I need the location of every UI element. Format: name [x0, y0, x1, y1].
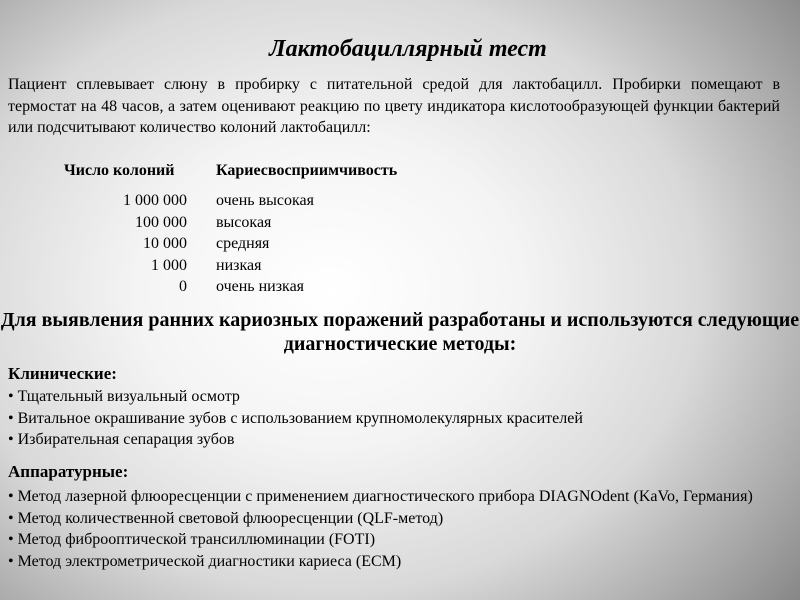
susceptibility-level: очень низкая	[216, 278, 305, 295]
colony-count: 10 000	[143, 235, 187, 252]
list-item: • Тщательный визуальный осмотр	[8, 386, 778, 408]
slide-title: Лактобациллярный тест	[269, 36, 547, 62]
table-row	[0, 257, 800, 279]
table-row	[0, 235, 800, 257]
colony-count: 1 000 000	[123, 192, 187, 209]
susceptibility-level: очень высокая	[216, 192, 314, 209]
table-row	[0, 214, 800, 236]
colony-count: 100 000	[135, 213, 187, 231]
table-row	[0, 192, 800, 214]
list-item: • Метод электрометрической диагностики кариеса (ECM)	[8, 551, 778, 573]
list-item: • Метод количественной световой флюоресценции (QLF-метод)	[8, 508, 778, 530]
hardware-section-title: Аппаратурные:	[8, 462, 129, 481]
list-item: • Метод фиброоптической трансиллюминации (FOTI)	[8, 529, 778, 551]
list-item: • Метод лазерной флюоресценции с применением диагностического прибора DIAGNOdent (KaVo, Германия)	[8, 486, 778, 508]
colony-count: 0	[179, 278, 187, 295]
susceptibility-level: высокая	[216, 213, 272, 231]
list-item: • Витальное окрашивание зубов с использованием крупномолекулярных красителей	[8, 408, 778, 430]
table-row	[0, 278, 800, 300]
column-header-susceptibility: Кариесвосприимчивость	[216, 162, 398, 179]
intro-paragraph: Пациент сплевывает слюну в пробирку с питательной средой для лактобацилл. Пробирки помещают в термостат на 48 часов, а затем оценивают реакцию по цвету индикатора кислотообразующей функции бактерий или подсчитывают количество колоний лактобацилл:	[8, 76, 780, 136]
susceptibility-level: низкая	[216, 256, 262, 274]
colony-count: 1 000	[151, 256, 187, 274]
clinical-section-title: Клинические:	[8, 364, 117, 383]
methods-heading: Для выявления ранних кариозных поражений разработаны и используются следующие диагностические методы:	[0, 309, 800, 355]
clinical-methods-list	[8, 386, 778, 451]
susceptibility-level: средняя	[216, 235, 270, 252]
table-body	[0, 192, 800, 300]
list-item: • Избирательная сепарация зубов	[8, 429, 778, 451]
hardware-methods-list	[8, 486, 778, 572]
column-header-count: Число колоний	[64, 162, 175, 179]
